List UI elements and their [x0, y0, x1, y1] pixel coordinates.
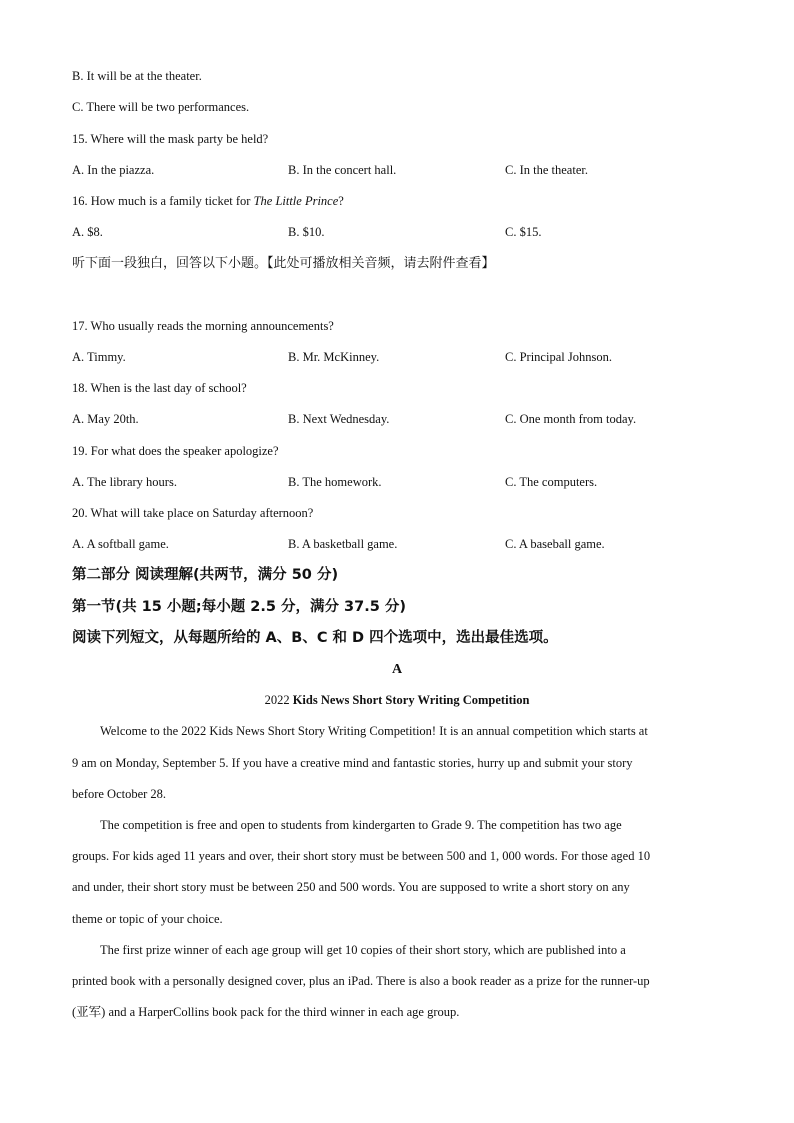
- passage-line: and under, their short story must be between 250 and 500 words. You are supposed to write a short story on any: [72, 880, 630, 894]
- passage-line: Welcome to the 2022 Kids News Short Story Writing Competition! It is an annual competition which starts at: [100, 724, 648, 738]
- passage-line: The competition is free and open to students from kindergarten to Grade 9. The competition has two age: [100, 818, 622, 832]
- passage-line: 9 am on Monday, September 5. If you have a creative mind and fantastic stories, hurry up and submit your story: [72, 756, 633, 770]
- passage-line: theme or topic of your choice.: [72, 912, 223, 926]
- q16-question: [72, 192, 344, 210]
- q17-option-c: C. Principal Johnson.: [505, 350, 612, 364]
- reading-instruction: 阅读下列短文，从每题所给的 A、B、C 和 D 四个选项中，选出最佳选项。: [72, 630, 558, 646]
- q17-option-a: A. Timmy.: [72, 350, 126, 364]
- q18-question: 18. When is the last day of school?: [72, 381, 247, 395]
- q14-option-c: C. There will be two performances.: [72, 100, 250, 114]
- q16-book-title: The Little Prince: [253, 194, 339, 208]
- q19-option-a: A. The library hours.: [72, 475, 177, 489]
- q15-question: 15. Where will the mask party be held?: [72, 132, 269, 146]
- q20-option-a: A. A softball game.: [72, 537, 169, 551]
- passage-line: before October 28.: [72, 787, 167, 801]
- passage-letter: A: [391, 662, 403, 677]
- q15-option-a: A. In the piazza.: [72, 163, 155, 177]
- q18-option-a: A. May 20th.: [72, 412, 139, 426]
- q16-option-a: A. $8.: [72, 225, 103, 239]
- passage-line: printed book with a personally designed cover, plus an iPad. There is also a book reader as a prize for the runner-up: [72, 974, 650, 988]
- passage-line: The first prize winner of each age group will get 10 copies of their short story, which are published into a: [100, 943, 626, 957]
- q19-question: 19. For what does the speaker apologize?: [72, 444, 279, 458]
- passage-title-year: 2022: [264, 693, 293, 707]
- passage-title: [0, 691, 794, 709]
- part2-heading: 第二部分 阅读理解(共两节，满分 50 分): [72, 567, 339, 583]
- q15-option-b: B. In the concert hall.: [288, 163, 397, 177]
- q20-question: 20. What will take place on Saturday afternoon?: [72, 506, 314, 520]
- q20-options: [72, 535, 732, 553]
- passage-title-text: Kids News Short Story Writing Competition: [292, 693, 530, 707]
- q17-question: 17. Who usually reads the morning announcements?: [72, 319, 334, 333]
- q17-option-b: B. Mr. McKinney.: [288, 350, 380, 364]
- q18-option-b: B. Next Wednesday.: [288, 412, 390, 426]
- q16-option-b: B. $10.: [288, 225, 325, 239]
- q19-options: [72, 473, 732, 491]
- q16-options: [72, 223, 732, 241]
- q16-question-text: 16. How much is a family ticket for: [72, 194, 254, 208]
- q15-options: [72, 161, 732, 179]
- passage-line: (亚军) and a HarperCollins book pack for the third winner in each age group.: [72, 1005, 460, 1019]
- q20-option-b: B. A basketball game.: [288, 537, 398, 551]
- section1-heading: 第一节(共 15 小题;每小题 2.5 分，满分 37.5 分): [72, 599, 406, 615]
- q20-option-c: C. A baseball game.: [505, 537, 605, 551]
- q15-option-c: C. In the theater.: [505, 163, 588, 177]
- monologue-instruction: 听下面一段独白，回答以下小题。【此处可播放相关音频，请去附件查看】: [72, 256, 495, 271]
- q18-options: [72, 410, 732, 428]
- q17-options: [72, 348, 732, 366]
- passage-line: groups. For kids aged 11 years and over, their short story must be between 500 and 1, 000 words. For those aged 10: [72, 849, 651, 863]
- q18-option-c: C. One month from today.: [505, 412, 637, 426]
- q19-option-c: C. The computers.: [505, 475, 598, 489]
- q19-option-b: B. The homework.: [288, 475, 382, 489]
- q14-option-b: B. It will be at the theater.: [72, 69, 202, 83]
- q16-option-c: C. $15.: [505, 225, 542, 239]
- q16-question-mark: ?: [338, 194, 344, 208]
